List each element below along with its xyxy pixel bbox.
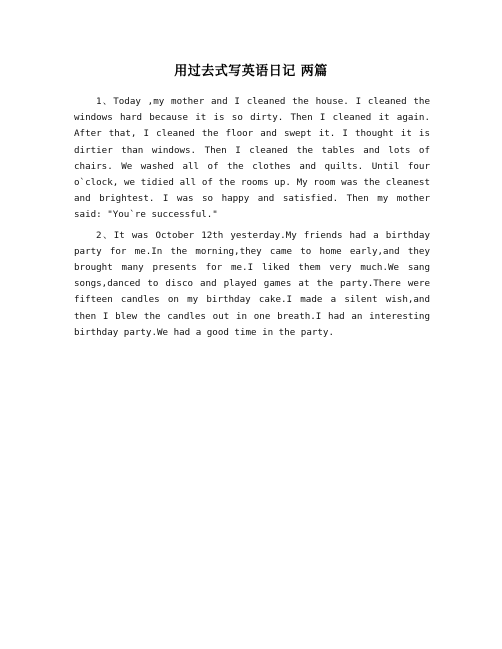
paragraph-2: 2、It was October 12th yesterday.My friends had a birthday party for me.In the morning,they came to home early,and they brought many presents for me.I liked them very much.We sang songs,danced to disco and played games at the party.There were fifteen candles on my birthday cake.I made a silent wish,and then I blew the candles out in one breath.I had an interesting birthday party.We had a good time in the party. bbox=[74, 229, 430, 338]
document-title: 用过去式写英语日记 两篇 bbox=[174, 64, 328, 79]
paragraph-1: 1、Today ,my mother and I cleaned the house. I cleaned the windows hard because it is so dirty. Then I cleaned it again. After that, I cleaned the floor and swept it. I thought it is dirtier than windows. Then I cleaned the tables and lots of chairs. We washed all of the clothes and quilts. Until four o`clock, we tidied all of the rooms up. My room was the cleanest and brightest. I was so happy and satisfied. Then my mother said: "You`re successful." bbox=[74, 96, 430, 221]
document-body bbox=[74, 94, 430, 345]
